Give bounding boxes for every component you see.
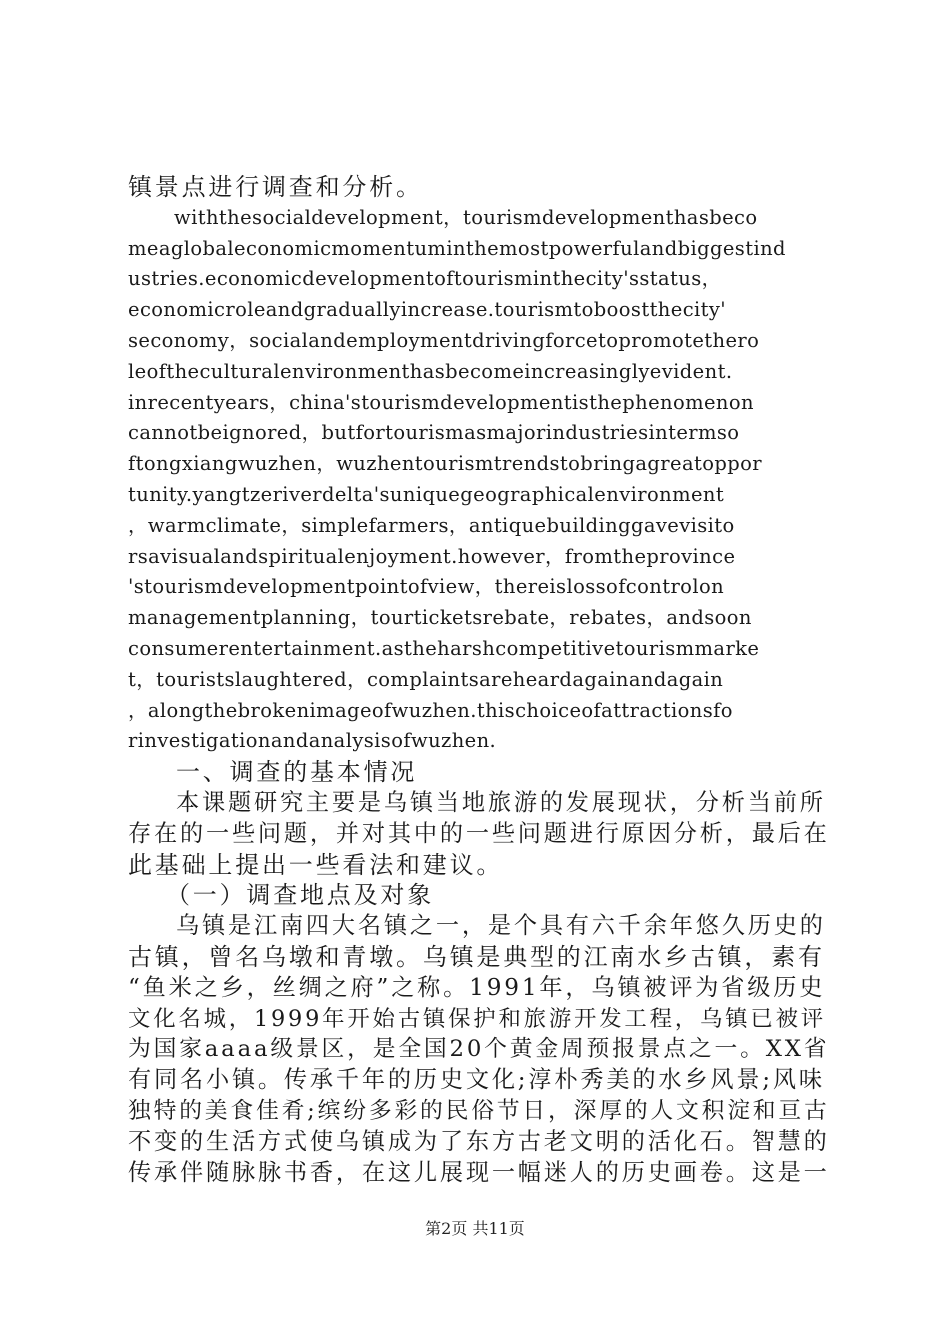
text-line: rsavisualandspiritualenjoyment.however，fromtheprovince <box>128 544 736 568</box>
text-line: 本课题研究主要是乌镇当地旅游的发展现状，分析当前所 <box>176 788 826 816</box>
text-line: inrecentyears，china'stourismdevelopmentisthephenomenon <box>128 390 754 414</box>
text-line: 镇景点进行调查和分析。 <box>128 173 423 201</box>
text-line: 为国家aaaa级景区，是全国20个黄金周预报景点之一。XX省 <box>128 1036 830 1063</box>
text-line: 'stourismdevelopmentpointofview，thereislossofcontrolon <box>128 575 725 599</box>
text-line: 存在的一些问题，并对其中的一些问题进行原因分析，最后在 <box>128 819 830 847</box>
text-line: rinvestigationandanalysisofwuzhen. <box>128 729 497 753</box>
text-line: consumerentertainment.astheharshcompetitivetourismmarke <box>128 636 760 660</box>
text-line: 乌镇是江南四大名镇之一，是个具有六千余年悠久历史的 <box>176 912 826 940</box>
text-line: t，touristslaughtered，complaintsareheardagainandagain <box>128 667 724 691</box>
text-line: withthesocialdevelopment，tourismdevelopmenthasbeco <box>174 205 758 229</box>
text-line: “鱼米之乡，丝绸之府”之称。1991年，乌镇被评为省级历史 <box>128 973 826 1001</box>
page-footer: 第2页 共11页 <box>425 1219 525 1238</box>
text-line: ，warmclimate，simplefarmers，antiquebuildinggavevisito <box>128 513 735 537</box>
text-line: economicroleandgraduallyincrease.tourismtoboostthecity' <box>128 298 727 322</box>
text-line: meaglobaleconomicmomentuminthemostpowerfulandbiggestind <box>128 236 786 260</box>
text-line: cannotbeignored，butfortourismasmajorindustriesintermso <box>128 421 740 445</box>
text-line: 古镇，曾名乌墩和青墩。乌镇是典型的江南水乡古镇，素有 <box>128 942 825 971</box>
text-line: 传承伴随脉脉书香，在这儿展现一幅迷人的历史画卷。这是一 <box>128 1158 830 1186</box>
text-line: 独特的美食佳肴;缤纷多彩的民俗节日，深厚的人文积淀和亘古 <box>128 1097 830 1124</box>
text-line: tunity.yangtzeriverdelta'suniquegeographicalenvironment <box>128 482 725 506</box>
text-line: （一）调查地点及对象 <box>166 881 434 910</box>
text-line: 文化名城，1999年开始古镇保护和旅游开发工程，乌镇已被评 <box>128 1005 826 1032</box>
text-line: ftongxiangwuzhen，wuzhentourismtrendstobringagreatoppor <box>128 452 762 476</box>
text-line: seconomy，socialandemploymentdrivingforcetopromotethero <box>128 328 760 352</box>
text-line: 有同名小镇。传承千年的历史文化;淳朴秀美的水乡风景;风味 <box>128 1066 825 1094</box>
text-line: ，alongthebrokenimageofwuzhen.thischoiceofattractionsfo <box>128 698 733 722</box>
text-line: 此基础上提出一些看法和建议。 <box>128 850 504 879</box>
text-line: ustries.economicdevelopmentoftourisminthecity'sstatus， <box>128 267 722 291</box>
text-line: 不变的生活方式使乌镇成为了东方古老文明的活化石。智慧的 <box>128 1127 830 1155</box>
text-line: managementplanning，tourticketsrebate，rebates，andsoon <box>128 606 752 630</box>
text-line: leoftheculturalenvironmenthasbecomeincreasinglyevident. <box>128 359 733 383</box>
body-text <box>128 172 834 1188</box>
text-line: 一、调查的基本情况 <box>176 758 418 787</box>
